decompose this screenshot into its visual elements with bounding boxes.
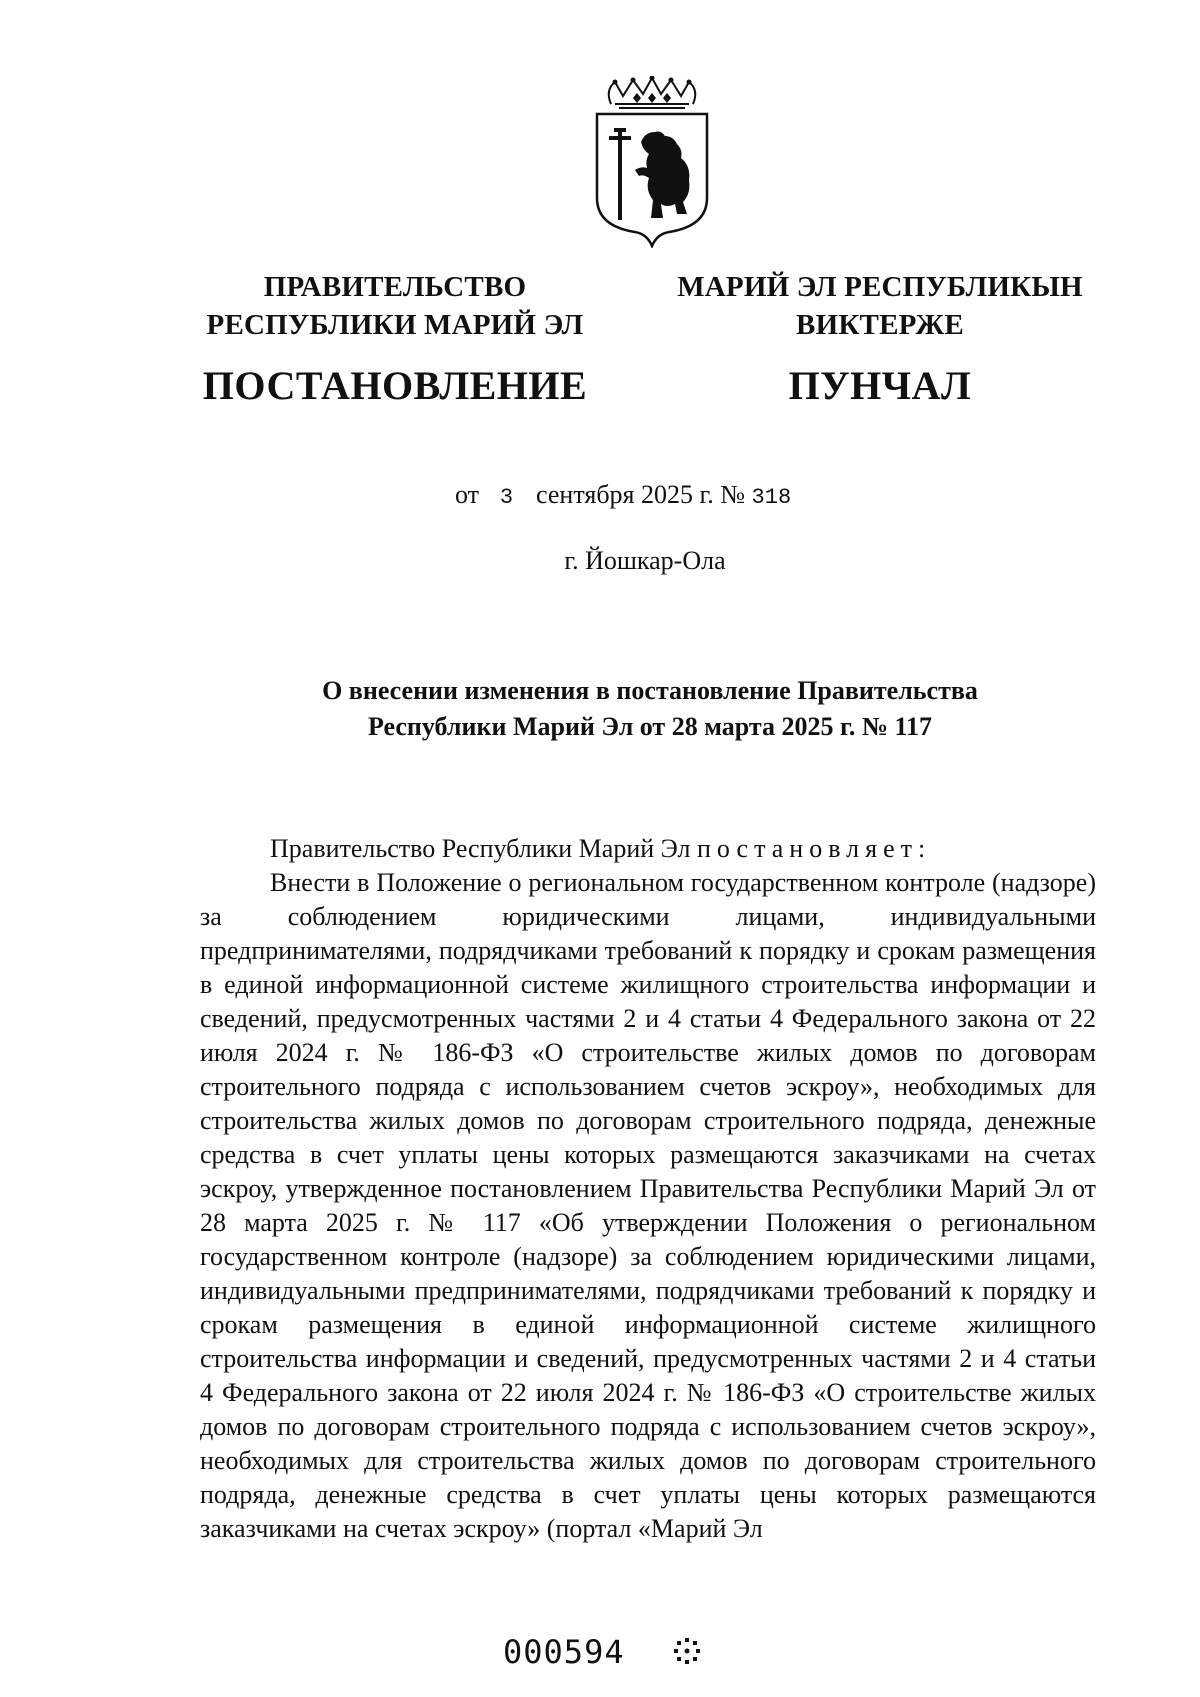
sun-ornament-icon — [672, 1636, 702, 1666]
coat-of-arms-emblem — [593, 76, 711, 248]
serial-number: 000594 — [503, 1633, 625, 1671]
body-paragraph: Внести в Положение о региональном государственном контроле (надзоре) за соблюдением юридическими лицами, индивидуальными предпринимателями, подрядчиками требований к порядку и срокам размещения в единой информационной системе жилищного строительства информации и сведений, предусмотренных частями 2 и 4 статьи 4 Федерального закона от 22 июля 2024 г. № 186-ФЗ «О строительстве жилых домов по договорам строительного подряда с использованием счетов эскроу», необходимых для строительства жилых домов по договорам строительного подряда, денежные средства в счет уплаты цены которых размещаются заказчиками на счетах эскроу, утвержденное постановлением Правительства Республики Марий Эл от 28 марта 2025 г. № 117 «Об утверждении Положения о региональном государственном контроле (надзоре) за соблюдением юридическими лицами, индивидуальными предпринимателями, подрядчиками требований к порядку и срокам размещения в единой информационной системе жилищного строительства информации и сведений, предусмотренных частями 2 и 4 статьи 4 Федерального закона от 22 июля 2024 г. № 186-ФЗ «О строительстве жилых домов по договорам строительного подряда с использованием счетов эскроу», необходимых для строительства жилых домов по договорам строительного подряда, денежные средства в счет уплаты цены которых размещаются заказчиками на счетах эскроу» (портал «Марий Эл — [200, 868, 1096, 1543]
date-month-year: сентября 2025 г. № — [536, 480, 746, 509]
document-number: 318 — [751, 485, 792, 510]
intro-text: Правительство Республики Марий Эл — [270, 834, 691, 863]
date-line — [455, 478, 791, 515]
document-title — [200, 673, 1100, 745]
city-line: г. Йошкар-Ола — [564, 546, 726, 575]
header-right-line1: МАРИЙ ЭЛ РЕСПУБЛИКЫН — [677, 271, 1083, 303]
doc-type-mari: ПУНЧАЛ — [788, 363, 972, 408]
doc-type-ru: ПОСТАНОВЛЕНИЕ — [202, 363, 588, 408]
header-left-line1: ПРАВИТЕЛЬСТВО — [263, 271, 527, 303]
title-line1: О внесении изменения в постановление Правительства — [322, 676, 978, 705]
intro-line — [270, 832, 931, 866]
title-line2: Республики Марий Эл от 28 марта 2025 г. № 117 — [367, 712, 933, 741]
header-right — [660, 268, 1100, 410]
date-prefix: от — [455, 480, 480, 509]
date-day: 3 — [499, 485, 514, 510]
intro-verb: постановляет: — [696, 834, 932, 863]
header-left — [195, 268, 595, 410]
header-right-line2: ВИКТЕРЖЕ — [796, 309, 964, 341]
header-left-line2: РЕСПУБЛИКИ МАРИЙ ЭЛ — [206, 309, 584, 341]
